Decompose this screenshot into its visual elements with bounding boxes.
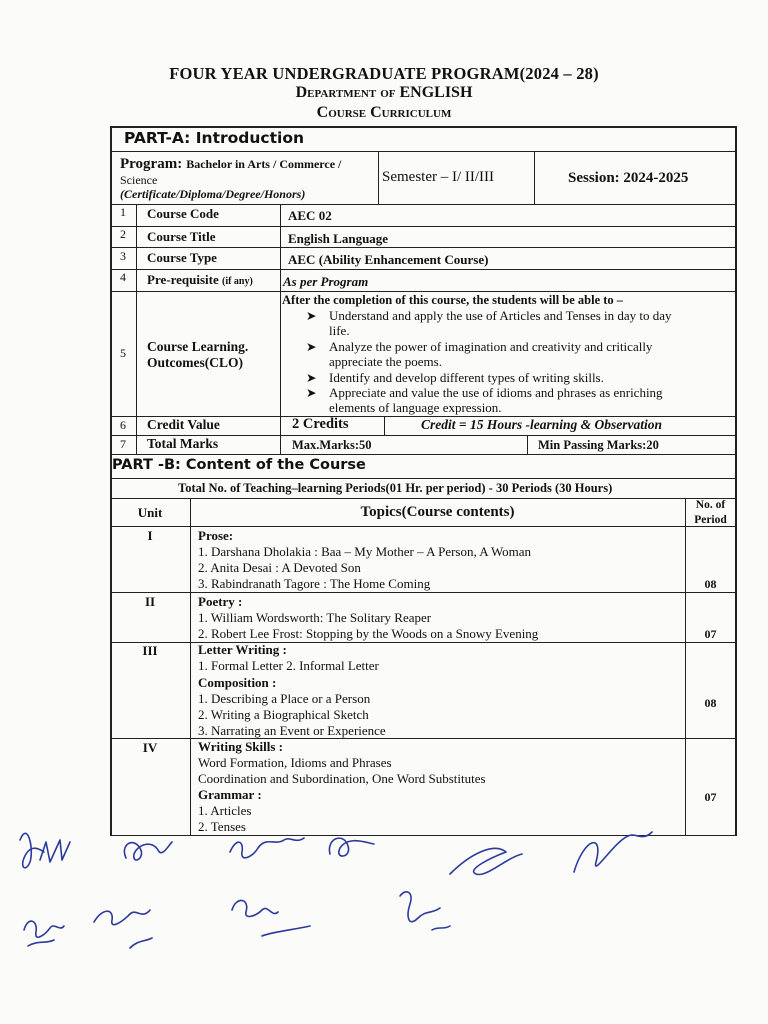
program-value-2: Science (120, 173, 158, 187)
unit-topic: 1. Darshana Dholakia : Baa – My Mother – A Person, A Woman (198, 544, 532, 559)
signature-3 (230, 838, 304, 858)
unit-topic: Word Formation, Idioms and Phrases (198, 755, 392, 770)
prerequisite-value: As per Program (283, 274, 369, 289)
part-b-title: PART -B: Content of the Course (112, 457, 366, 473)
curriculum-table (110, 126, 736, 836)
unit-number: IV (142, 740, 158, 755)
unit-number: I (147, 528, 153, 543)
program-value: Bachelor in Arts / Commerce / (186, 157, 342, 171)
clo-item-4a: Appreciate and value the use of idioms and phrases as enriching (329, 385, 663, 400)
arrow-bullet-icon: ➤ (306, 309, 317, 323)
unit-topic: Coordination and Subordination, One Word Substitutes (198, 771, 486, 786)
unit-topic: 2. Tenses (198, 819, 246, 834)
unit-header: Unit (137, 505, 163, 520)
signature-9 (232, 900, 310, 936)
unit-topic: 3. Rabindranath Tagore : The Home Coming (198, 576, 431, 591)
periods-header-2: Period (694, 514, 727, 526)
arrow-bullet-icon: ➤ (306, 371, 317, 385)
arrow-bullet-icon: ➤ (306, 386, 317, 400)
clo-item-3a: Identify and develop different types of writing skills. (329, 370, 604, 385)
clo-item-2a: Analyze the power of imagination and creativity and critically (329, 339, 653, 354)
session: Session: 2024-2025 (568, 170, 689, 186)
unit-number: III (142, 643, 158, 658)
row-number: 5 (120, 346, 126, 360)
unit-subheading: Grammar : (198, 787, 262, 802)
clo-item-1a: Understand and apply the use of Articles and Tenses in day to day (329, 308, 672, 323)
row-number: 2 (120, 227, 126, 241)
row-number: 6 (120, 418, 126, 432)
prerequisite-note: (if any) (221, 276, 253, 287)
part-a-title: PART-A: Introduction (124, 129, 305, 147)
course-title-label: Course Title (147, 229, 216, 244)
row-number: 4 (120, 270, 126, 284)
signature-7 (24, 921, 64, 946)
credit-value: 2 Credits (292, 416, 349, 432)
credit-note: Credit = 15 Hours -learning & Observation (421, 417, 662, 432)
unit-heading: Poetry : (198, 594, 243, 609)
clo-label-1: Course Learning. (147, 339, 249, 354)
row-number: 3 (120, 249, 126, 263)
unit-heading: Writing Skills : (198, 739, 284, 754)
signatures-area (0, 800, 768, 960)
topics-header: Topics(Course contents) (360, 504, 515, 520)
clo-label-2: Outcomes(CLO) (147, 355, 243, 370)
course-type-value: AEC (Ability Enhancement Course) (288, 252, 489, 267)
periods-line: Total No. of Teaching–learning Periods(01 Hr. per period) - 30 Periods (30 Hours) (178, 481, 613, 495)
unit-topic: 1. William Wordsworth: The Solitary Reaper (198, 610, 432, 625)
signature-2 (124, 842, 172, 860)
max-marks: Max.Marks:50 (292, 438, 372, 452)
unit-periods: 07 (704, 627, 717, 641)
total-marks-label: Total Marks (147, 436, 219, 451)
unit-heading: Prose: (198, 528, 234, 543)
unit-heading: Letter Writing : (198, 642, 287, 657)
signature-1 (20, 833, 70, 867)
unit-topic: 1. Articles (198, 803, 252, 818)
unit-number: II (144, 594, 156, 609)
course-code-value: AEC 02 (288, 208, 332, 223)
unit-periods: 08 (704, 577, 717, 591)
program-types: (Certificate/Diploma/Degree/Honors) (120, 187, 306, 201)
unit-subheading: Composition : (198, 675, 277, 690)
program-heading: FOUR YEAR UNDERGRADUATE PROGRAM(2024 – 28) (169, 64, 599, 83)
row-number: 1 (120, 205, 126, 219)
curriculum-heading: Course Curriculum (316, 104, 452, 121)
unit-topic: 1. Describing a Place or a Person (198, 691, 371, 706)
clo-item-4b: elements of language expression. (329, 400, 502, 415)
unit-topic: 2. Anita Desai : A Devoted Son (198, 560, 361, 575)
course-code-label: Course Code (147, 206, 219, 221)
department-heading: Department of ENGLISH (295, 84, 473, 101)
periods-header-1: No. of (695, 499, 726, 511)
clo-item-1b: life. (329, 323, 350, 338)
clo-item-2b: appreciate the poems. (329, 354, 442, 369)
course-title-value: English Language (288, 231, 389, 246)
prerequisite-label: Pre-requisite (147, 272, 219, 287)
unit-topic: 2. Robert Lee Frost: Stopping by the Woods on a Snowy Evening (198, 626, 539, 641)
unit-periods: 07 (704, 790, 717, 804)
course-type-label: Course Type (147, 250, 217, 265)
arrow-bullet-icon: ➤ (306, 340, 317, 354)
credit-label: Credit Value (147, 417, 220, 432)
row-number: 7 (120, 437, 126, 451)
signature-8 (94, 910, 152, 948)
signature-4 (329, 838, 374, 856)
clo-intro: After the completion of this course, the students will be able to – (282, 293, 624, 307)
unit-topic: 3. Narrating an Event or Experience (198, 723, 386, 738)
signature-6 (574, 832, 652, 872)
unit-topic: 1. Formal Letter 2. Informal Letter (198, 658, 379, 673)
semester: Semester – I/ II/III (382, 169, 495, 185)
unit-periods: 08 (704, 696, 717, 710)
min-passing-marks: Min Passing Marks:20 (538, 438, 659, 452)
unit-topic: 2. Writing a Biographical Sketch (198, 707, 369, 722)
program-label: Program: (120, 156, 183, 172)
signature-10 (400, 892, 450, 930)
signature-5 (450, 848, 522, 874)
